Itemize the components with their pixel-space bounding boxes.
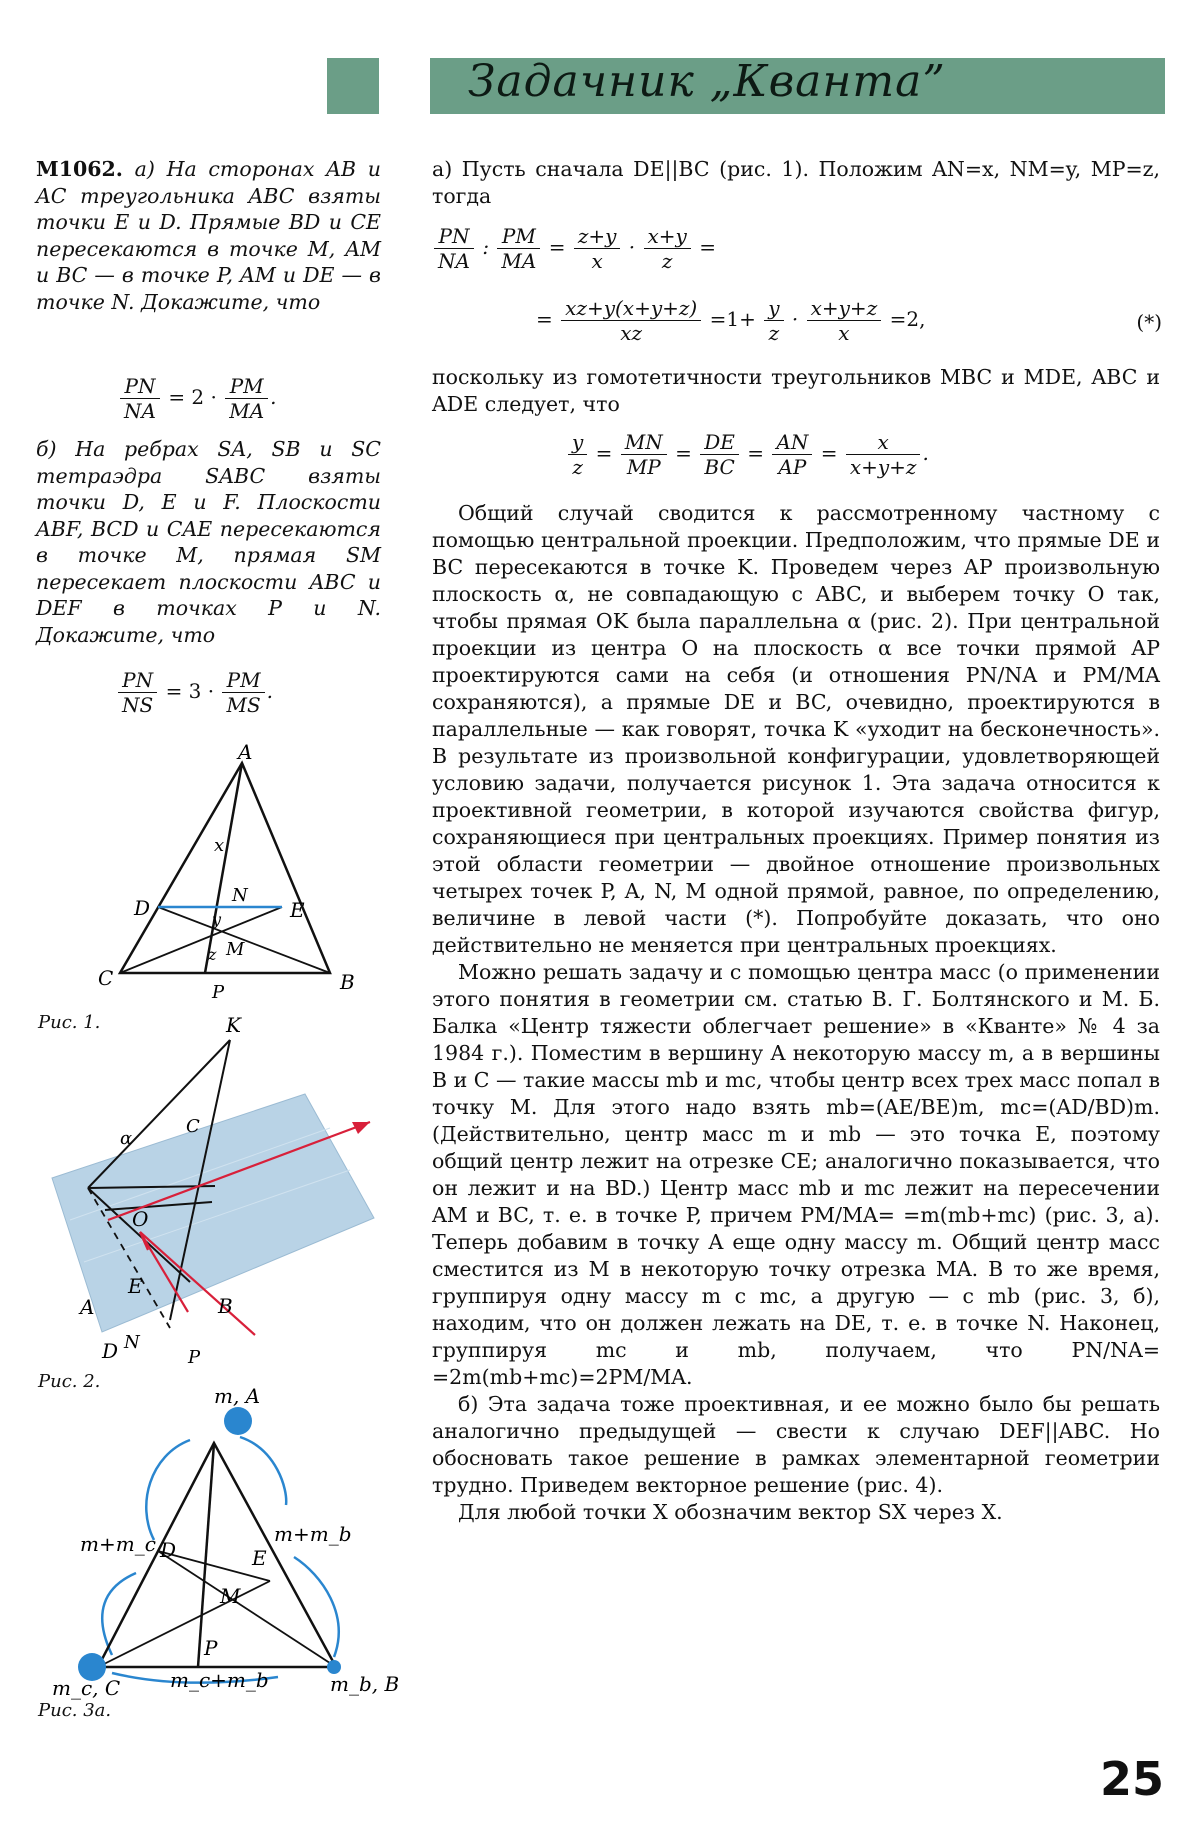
figure-1 <box>90 740 380 1005</box>
figure-2 <box>40 1010 390 1368</box>
fig2-label-d: D <box>102 1339 119 1363</box>
fig3-label-right-bottom: m_b, B <box>330 1672 400 1696</box>
solution-para-6: Для любой точки X обозначим вектор SX через X. <box>458 1500 1003 1524</box>
fig1-label-c: C <box>98 966 114 990</box>
solution-body <box>432 500 1160 1526</box>
fig3-label-m: M <box>220 1584 241 1608</box>
solution-para-2: поскольку из гомотетичности треугольников MBC и MDE, ABC и ADE следует, что <box>432 365 1160 416</box>
fig1-label-b: B <box>340 970 355 994</box>
part-a-formula: $\frac{PN}{NA}$ = 2 · $\frac{PM}{MA}$ . <box>118 374 277 423</box>
fig1-label-m: M <box>226 939 245 960</box>
header-accent-block <box>327 58 379 114</box>
fig3-label-mb-side: m+m_b <box>274 1522 352 1546</box>
figure-3a <box>52 1384 400 1700</box>
solution-intro <box>432 156 1160 210</box>
solution-para-1: а) Пусть сначала DE||BC (рис. 1). Положим AN=x, NM=y, MP=z, тогда <box>432 157 1160 208</box>
equation-3: $\frac{y}{z}$ = $\frac{MN}{MP}$ = $\frac{DE}{BC}$ = $\frac{AN}{AP}$ = $\frac{x}{x+y+z}$ . <box>566 430 929 479</box>
equation-1: $\frac{PN}{NA}$ : $\frac{PM}{MA}$ = $\frac{z+y}{x}$ · $\frac{x+y}{z}$ = <box>432 224 716 273</box>
fig1-label-p: P <box>212 982 225 1003</box>
fig2-label-b: B <box>218 1294 233 1318</box>
problem-part-b: б) На ребрах SA, SB и SC тетраэдра SABC взяты точки D, E и F. Плоскости ABF, BCD и CAE пересекаются в точке M, прямая SM пересекает плоскости ABC и DEF в точках P и N. Докажите, что <box>36 437 381 647</box>
fig3-label-left-bottom: m_c, C <box>52 1676 121 1700</box>
fig3-label-p: P <box>204 1636 218 1660</box>
fig2-label-p: P <box>188 1347 201 1368</box>
solution-para-3: Общий случай сводится к рассмотренному частному с помощью центральной проекции. Предположим, что прямые DE и BC пересекаются в точке K. Проведем через AP произвольную плоскость α, не совпадающую с ABC, и выберем точку O так, чтобы прямая OK была параллельна α (рис. 2). При центральной проекции из центра O на плоскость α все точки прямой AP проектируются сами на себя (и отношения PN/NA и PM/MA сохраняются), а прямые DE и BC, очевидно, проектируются в параллельные — как говорят, точка K «уходит на бесконечность». В результате из произвольной конфигурации, удовлетворяющей условию задачи, получается рисунок 1. Эта задача относится к проективной геометрии, в которой изучаются свойства фигур, сохраняющиеся при центральных проекциях. Пример понятия из этой области геометрии — двойное отношение произвольных четырех точек P, A, N, M одной прямой, равное, по определению, величине в левой части (*). Попробуйте доказать, что оно действительно не меняется при центральных проекциях. <box>432 501 1160 957</box>
fig2-caption: Рис. 2. <box>38 1371 101 1392</box>
fig1-caption: Рис. 1. <box>38 1012 101 1033</box>
page-number: 25 <box>1099 1752 1164 1806</box>
equation-2: = $\frac{xz+y(x+y+z)}{xz}$ =1+ $\frac{y}{z}$ · $\frac{x+y+z}{x}$ =2, (*) <box>536 296 1162 345</box>
fig3-arrow-left <box>146 1440 190 1540</box>
fig1-label-y: y <box>212 910 222 929</box>
solution-para-5: б) Эта задача тоже проективная, и ее можно было бы решать аналогично предыдущей — свести к случаю DEF||ABC. Но обосновать такое решение в рамках элементарной геометрии трудно. Приведем векторное решение (рис. 4). <box>432 1392 1160 1497</box>
section-title: Задачник „Кванта” <box>468 56 946 107</box>
fig1-label-n: N <box>232 885 248 906</box>
fig3-label-e: E <box>252 1546 267 1570</box>
fig1-label-x: x <box>214 835 225 856</box>
fig1-triangle <box>120 763 330 973</box>
fig3-label-bottom-side: m_c+m_b <box>170 1668 269 1692</box>
problem-number: М1062. <box>36 157 123 181</box>
fig2-label-a: A <box>80 1295 95 1319</box>
part-b-formula: $\frac{PN}{NS}$ = 3 · $\frac{PM}{MS}$ . <box>116 668 273 717</box>
fig1-label-z: z <box>208 945 217 964</box>
fig2-label-n: N <box>124 1332 140 1353</box>
fig1-label-e: E <box>290 898 305 922</box>
fig3-arrow-cd <box>102 1573 136 1655</box>
fig1-label-a: A <box>238 740 253 764</box>
fig2-label-e: E <box>128 1274 143 1298</box>
solution-para-4: Можно решать задачу и с помощью центра масс (о применении этого понятия в геометрии см. статью В. Г. Болтянского и М. Б. Балка «Центр тяжести облегчает решение» в «Кванте» № 4 за 1984 г.). Поместим в вершину A некоторую массу m, а в вершины B и C — такие массы mb и mc, чтобы центр всех трех масс попал в точку M. Для этого надо взять mb=(AE/BE)m, mc=(AD/BD)m. (Действительно, центр масс m и mb — это точка E, поэтому общий центр лежит на отрезке CE; аналогично показывается, что он лежит и на BD.) Центр масс mb и mc лежит на пересечении AM и BC, т. е. в точке P, причем PM/MA= =m(mb+mc) (рис. 3, а). Теперь добавим в точку A еще одну массу m. Общий центр масс сместится из M в некоторую точку отрезка MA. В то же время, группируя одну массу m с mc, а другую — с mb (рис. 3, б), находим, что он должен лежать на DE, т. е. в точке N. Наконец, группируя mc и mb, получаем, что PN/NA= =2m(mb+mc)=2PM/MA. <box>432 960 1160 1389</box>
problem-part-a: а) На сторонах AB и AC треугольника ABC взяты точки E и D. Прямые BD и CE пересекаются в точке M, AM и BC — в точке P, AM и DE — в точке N. Докажите, что <box>36 157 381 314</box>
solution-para-2-block <box>432 364 1160 418</box>
fig2-label-k: K <box>226 1013 241 1037</box>
fig3-label-d: D <box>160 1538 177 1562</box>
fig3-caption: Рис. 3а. <box>38 1700 112 1721</box>
fig1-label-d: D <box>134 896 151 920</box>
problem-statement <box>36 156 381 315</box>
fig2-label-c: C <box>186 1116 200 1137</box>
fig3-label-top: m, A <box>214 1384 261 1408</box>
fig2-label-alpha: α <box>120 1128 133 1149</box>
fig3-arrow-right <box>240 1437 286 1505</box>
fig3-arrow-be <box>294 1557 339 1657</box>
fig3-label-mc-side: m+m_c <box>80 1532 156 1556</box>
fig2-label-o: O <box>132 1207 149 1231</box>
